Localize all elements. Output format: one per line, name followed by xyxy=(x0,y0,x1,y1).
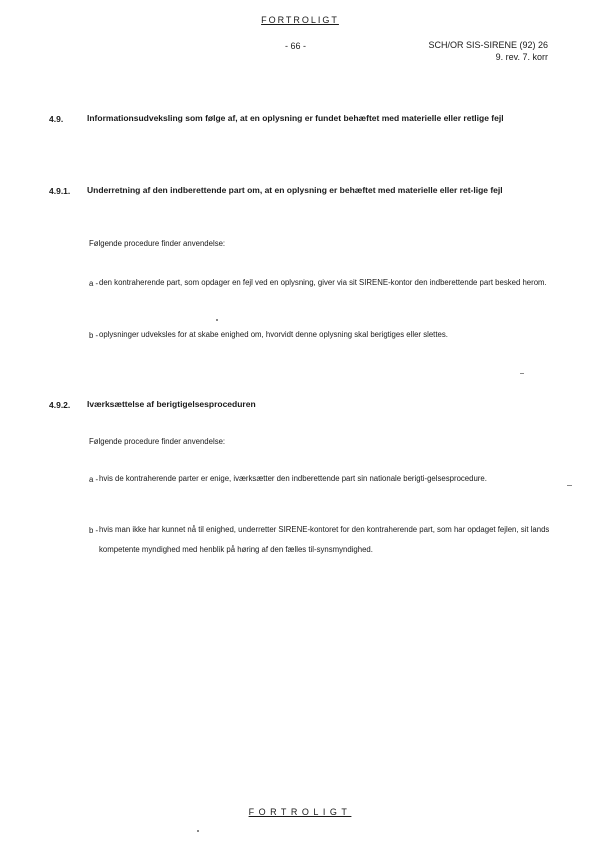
scan-mark xyxy=(520,373,524,374)
footer-classification: FORTROLIGT xyxy=(248,807,352,817)
item-label: b - xyxy=(89,331,99,340)
section-4-9-1-intro: Følgende procedure finder anvendelse: xyxy=(89,239,226,248)
item-text: den kontraherende part, som opdager en fejl ved en oplysning, giver via sit SIRENE-kontor den indberettende part besked herom. xyxy=(99,278,547,287)
item-label: a - xyxy=(89,279,99,288)
document-reference xyxy=(428,39,548,63)
page-number: - 66 - xyxy=(285,41,307,51)
scan-mark xyxy=(567,485,572,486)
reference-line-2: 9. rev. 7. korr xyxy=(495,52,548,62)
scan-mark xyxy=(216,319,218,321)
item-text: hvis de kontraherende parter er enige, iværksætter den indberettende part sin nationale berigti-gelsesprocedure. xyxy=(99,474,487,483)
section-number-4-9: 4.9. xyxy=(49,114,64,124)
item-label: a - xyxy=(89,475,99,484)
section-number-4-9-1: 4.9.1. xyxy=(49,186,71,196)
section-number-4-9-2: 4.9.2. xyxy=(49,400,71,410)
item-text: hvis man ikke har kunnet nå til enighed, underretter SIRENE-kontoret for den kontraherende part, som har opdaget fejlen, sit lands kompetente myndighed med henblik på høring af den fælles til-synsmyndighed. xyxy=(99,525,550,554)
section-title-4-9-2: Iværksættelse af berigtigelsesproceduren xyxy=(87,399,256,409)
item-text: oplysninger udveksles for at skabe enighed om, hvorvidt denne oplysning skal berigtiges eller slettes. xyxy=(99,330,448,339)
reference-line-1: SCH/OR SIS-SIRENE (92) 26 xyxy=(428,40,548,50)
section-title-4-9: Informationsudveksling som følge af, at en oplysning er fundet behæftet med materielle eller retlige fejl xyxy=(87,113,504,123)
item-label: b - xyxy=(89,526,99,535)
header-classification: FORTROLIGT xyxy=(261,15,339,25)
section-title-4-9-1: Underretning af den indberettende part om, at en oplysning er behæftet med materielle eller ret-lige fejl xyxy=(87,185,503,195)
section-4-9-2-intro: Følgende procedure finder anvendelse: xyxy=(89,437,226,446)
scan-mark xyxy=(197,830,199,832)
